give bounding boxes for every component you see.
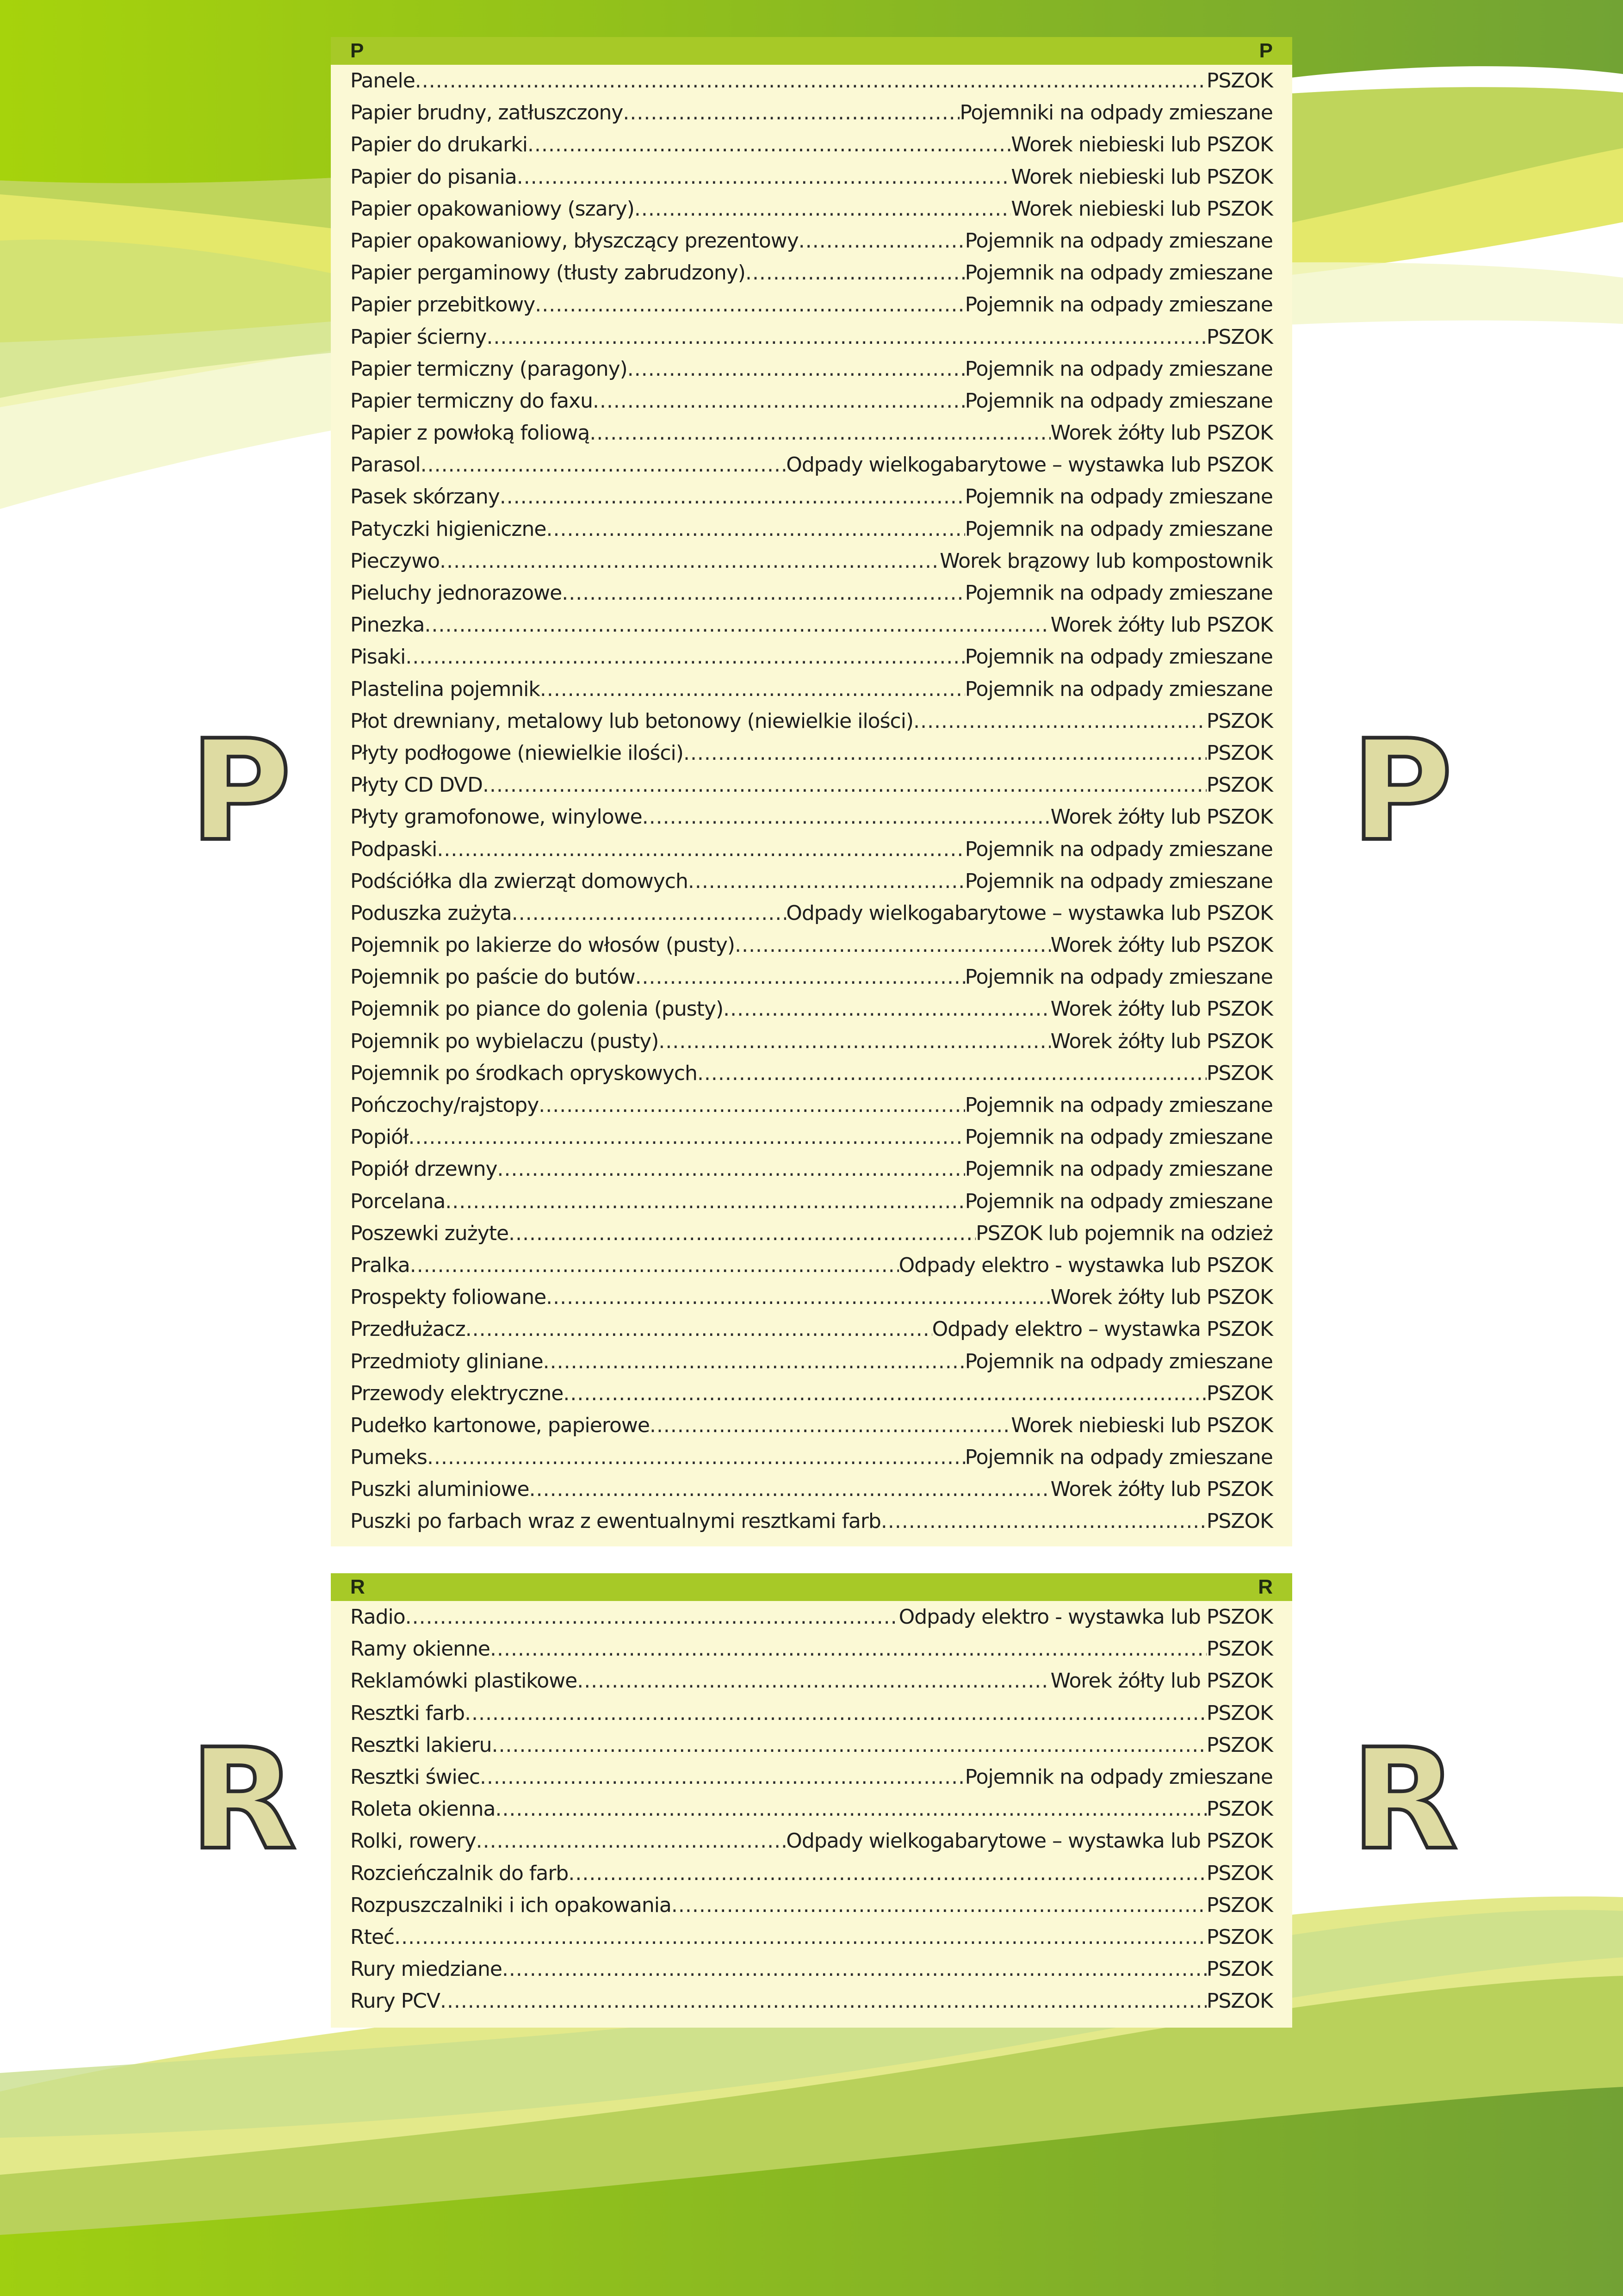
side-letter-p-left: P [190,710,291,872]
item-name: Reklamówki plastikowe [350,1669,577,1693]
item-destination: Odpady elektro - wystawka lub PSZOK [898,1253,1273,1277]
list-item [350,417,1273,449]
item-name: Radio [350,1605,405,1629]
item-name: Papier brudny, zatłuszczony [350,101,623,125]
dot-leader [512,897,786,929]
list-item [350,481,1273,513]
item-destination: Pojemnik na odpady zmieszane [965,1349,1273,1373]
header-letter-left: P [350,39,364,62]
list-item [350,289,1273,321]
item-name: Pudełko kartonowe, papierowe [350,1413,650,1437]
list-item [350,321,1273,353]
list-item [350,929,1273,961]
dot-leader [540,673,965,705]
item-name: Popiół [350,1125,409,1149]
item-destination: Pojemnik na odpady zmieszane [965,485,1273,509]
item-destination: Pojemnik na odpady zmieszane [965,517,1273,541]
item-destination: Worek żółty lub PSZOK [1050,613,1273,637]
item-destination: Worek żółty lub PSZOK [1050,805,1273,829]
dot-leader [415,65,1207,97]
item-name: Podpaski [350,837,437,861]
dot-leader [745,257,965,289]
item-destination: Worek żółty lub PSZOK [1050,421,1273,445]
item-name: Panele [350,69,415,93]
dot-leader [527,129,1011,161]
item-destination: Worek żółty lub PSZOK [1050,933,1273,957]
dot-leader [508,1217,976,1249]
item-name: Patyczki higieniczne [350,517,546,541]
item-name: Puszki po farbach wraz z ewentualnymi resztkami farb [350,1509,881,1533]
dot-leader [480,1761,965,1793]
item-destination: Odpady wielkogabarytowe – wystawka lub PSZOK [786,453,1273,477]
list-item [350,1346,1273,1378]
list-item [350,1985,1273,2017]
item-destination: Pojemnik na odpady zmieszane [965,1125,1273,1149]
item-destination: Pojemnik na odpady zmieszane [965,645,1273,669]
item-destination: Pojemnik na odpady zmieszane [965,837,1273,861]
item-name: Pisaki [350,645,406,669]
item-destination: Pojemnik na odpady zmieszane [965,965,1273,989]
item-destination: Pojemnik na odpady zmieszane [965,229,1273,253]
list-item [350,1089,1273,1121]
item-name: Płyty gramofonowe, winylowe [350,805,642,829]
item-name: Papier termiczny (paragony) [350,357,627,381]
dot-leader [688,865,965,897]
item-destination: PSZOK [1206,1989,1273,2013]
item-name: Papier do drukarki [350,133,528,157]
item-destination: Worek niebieski lub PSZOK [1011,165,1273,189]
dot-leader [486,321,1206,353]
list-item [350,1601,1273,1633]
header-letter-right: R [1258,1576,1273,1598]
item-destination: Worek brązowy lub kompostownik [940,549,1273,573]
item-name: Rury miedziane [350,1957,502,1981]
list-item [350,1697,1273,1729]
list-item [350,897,1273,929]
dot-leader [563,1378,1207,1409]
dot-leader [627,353,965,385]
item-destination: Odpady elektro – wystawka PSZOK [932,1317,1273,1341]
dot-leader [635,961,965,993]
list-item [350,97,1273,129]
list-item [350,193,1273,225]
item-destination: Pojemnik na odpady zmieszane [965,1189,1273,1213]
section-p [331,37,1292,1546]
item-name: Poszewki zużyte [350,1221,509,1245]
dot-leader [440,1985,1207,2017]
item-destination: Worek niebieski lub PSZOK [1011,197,1273,221]
dot-leader [562,577,965,609]
list-item [350,1793,1273,1825]
dot-leader [405,641,965,673]
dot-leader [735,929,1050,961]
list-item [350,993,1273,1025]
list-item [350,833,1273,865]
header-letter-left: R [350,1576,365,1598]
item-destination: PSZOK [1206,1061,1273,1085]
dot-leader [492,1729,1207,1761]
item-name: Prospekty foliowane [350,1285,546,1309]
list-item [350,449,1273,481]
item-destination: PSZOK [1206,1733,1273,1757]
items-list-p [331,65,1292,1538]
item-name: Rozpuszczalniki i ich opakowania [350,1893,671,1917]
item-destination: Pojemnik na odpady zmieszane [965,357,1273,381]
header-letter-right: P [1259,39,1273,62]
list-item [350,1953,1273,1985]
list-item [350,1729,1273,1761]
item-destination: Worek żółty lub PSZOK [1050,1477,1273,1502]
item-destination: Worek żółty lub PSZOK [1050,1029,1273,1053]
list-item [350,641,1273,673]
list-item [350,737,1273,769]
dot-leader [593,385,965,417]
dot-leader [437,833,965,865]
list-item [350,769,1273,801]
item-destination: Odpady wielkogabarytowe – wystawka lub PSZOK [786,901,1273,925]
item-name: Płot drewniany, metalowy lub betonowy (niewielkie ilości) [350,709,914,733]
list-item [350,1665,1273,1697]
list-item [350,961,1273,993]
dot-leader [881,1505,1207,1537]
item-name: Resztki lakieru [350,1733,492,1757]
list-item [350,1505,1273,1537]
item-destination: Pojemnik na odpady zmieszane [965,1093,1273,1117]
item-destination: Pojemnik na odpady zmieszane [965,677,1273,701]
item-name: Podściółka dla zwierząt domowych [350,869,688,893]
item-destination: Pojemnik na odpady zmieszane [965,1765,1273,1789]
item-name: Pieczywo [350,549,440,573]
item-destination: Pojemniki na odpady zmieszane [960,101,1273,125]
item-destination: PSZOK [1206,1925,1273,1949]
side-letter-r-right: R [1351,1719,1458,1880]
dot-leader [465,1697,1207,1729]
side-letter-r-left: R [190,1719,297,1880]
dot-leader [502,1953,1207,1985]
item-name: Rolki, rowery [350,1829,476,1853]
item-destination: Pojemnik na odpady zmieszane [965,389,1273,413]
item-name: Plastelina pojemnik [350,677,540,701]
item-destination: PSZOK [1206,1797,1273,1821]
list-item [350,1025,1273,1057]
side-letter-p-right: P [1351,710,1453,872]
list-item [350,1441,1273,1473]
item-destination: Worek żółty lub PSZOK [1050,1285,1273,1309]
item-name: Papier pergaminowy (tłusty zabrudzony) [350,261,745,285]
dot-leader [799,225,965,257]
list-item [350,385,1273,417]
item-name: Pieluchy jednorazowe [350,581,562,605]
item-name: Papier do pisania [350,165,517,189]
item-name: Pinezka [350,613,425,637]
item-name: Rteć [350,1925,395,1949]
list-item [350,1473,1273,1505]
dot-leader [476,1825,787,1857]
item-destination: PSZOK lub pojemnik na odzież [976,1221,1273,1245]
item-name: Przedmioty gliniane [350,1349,543,1373]
dot-leader [539,1089,965,1121]
dot-leader [405,1601,899,1633]
dot-leader [410,1249,899,1281]
items-list-r [331,1601,1292,2017]
item-destination: Odpady wielkogabarytowe – wystawka lub PSZOK [786,1829,1273,1853]
list-item [350,161,1273,193]
item-destination: Odpady elektro - wystawka lub PSZOK [898,1605,1273,1629]
section-header-p [331,37,1292,65]
list-item [350,865,1273,897]
dot-leader [529,1473,1051,1505]
dot-leader [697,1057,1207,1089]
item-name: Pasek skórzany [350,485,500,509]
list-item [350,1281,1273,1313]
dot-leader [427,1441,965,1473]
item-name: Porcelana [350,1189,446,1213]
list-item [350,609,1273,641]
item-destination: Pojemnik na odpady zmieszane [965,261,1273,285]
item-destination: PSZOK [1206,1381,1273,1405]
item-name: Pończochy/rajstopy [350,1093,539,1117]
dot-leader [425,609,1051,641]
list-item [350,1921,1273,1953]
item-name: Poduszka zużyta [350,901,512,925]
list-item [350,1217,1273,1249]
dot-leader [497,1153,965,1185]
dot-leader [589,417,1050,449]
item-name: Pumeks [350,1446,427,1470]
item-destination: Pojemnik na odpady zmieszane [965,1157,1273,1181]
dot-leader [650,1409,1011,1441]
item-name: Puszki aluminiowe [350,1477,529,1502]
dot-leader [535,289,965,321]
list-item [350,545,1273,577]
dot-leader [546,1281,1050,1313]
item-name: Papier z powłoką foliową [350,421,590,445]
item-destination: PSZOK [1206,741,1273,765]
dot-leader [683,737,1207,769]
list-item [350,1185,1273,1217]
item-destination: PSZOK [1206,1893,1273,1917]
item-name: Resztki farb [350,1701,465,1725]
dot-leader [658,1025,1050,1057]
item-destination: Pojemnik na odpady zmieszane [965,1446,1273,1470]
dot-leader [483,769,1207,801]
item-name: Rury PCV [350,1989,440,2013]
item-destination: PSZOK [1206,773,1273,797]
item-name: Papier termiczny do faxu [350,389,593,413]
list-item [350,1057,1273,1089]
item-destination: PSZOK [1206,1637,1273,1661]
list-item [350,65,1273,97]
item-destination: Worek niebieski lub PSZOK [1011,1413,1273,1437]
dot-leader [546,513,965,545]
dot-leader [445,1185,965,1217]
item-name: Pojemnik po paście do butów [350,965,635,989]
list-item [350,353,1273,385]
item-name: Pojemnik po lakierze do włosów (pusty) [350,933,735,957]
item-destination: Worek żółty lub PSZOK [1050,997,1273,1021]
section-r [331,1573,1292,2028]
dot-leader [500,481,965,513]
dot-leader [634,193,1011,225]
section-header-r [331,1573,1292,1601]
dot-leader [642,801,1051,833]
dot-leader [495,1793,1206,1825]
list-item [350,513,1273,545]
list-item [350,673,1273,705]
dot-leader [490,1633,1207,1665]
dot-leader [421,449,787,481]
item-destination: PSZOK [1206,1701,1273,1725]
item-name: Pralka [350,1253,410,1277]
item-name: Przedłużacz [350,1317,465,1341]
item-name: Papier opakowaniowy, błyszczący prezentowy [350,229,799,253]
item-destination: Pojemnik na odpady zmieszane [965,293,1273,317]
list-item [350,801,1273,833]
dot-leader [623,97,960,129]
list-item [350,705,1273,737]
dot-leader [517,161,1011,193]
list-item [350,225,1273,257]
item-destination: Worek żółty lub PSZOK [1050,1669,1273,1693]
item-name: Ramy okienne [350,1637,490,1661]
item-name: Papier przebitkowy [350,293,535,317]
item-destination: PSZOK [1206,1509,1273,1533]
dot-leader [440,545,940,577]
item-destination: PSZOK [1206,1957,1273,1981]
dot-leader [723,993,1050,1025]
item-name: Resztki świec [350,1765,480,1789]
dot-leader [394,1921,1207,1953]
item-destination: Pojemnik na odpady zmieszane [965,869,1273,893]
item-name: Roleta okienna [350,1797,496,1821]
item-name: Papier ścierny [350,325,487,349]
item-name: Pojemnik po piance do golenia (pusty) [350,997,724,1021]
item-name: Papier opakowaniowy (szary) [350,197,634,221]
list-item [350,1825,1273,1857]
list-item [350,129,1273,161]
item-destination: PSZOK [1206,325,1273,349]
item-destination: Pojemnik na odpady zmieszane [965,581,1273,605]
item-name: Popiół drzewny [350,1157,497,1181]
list-item [350,1889,1273,1921]
item-name: Płyty podłogowe (niewielkie ilości) [350,741,683,765]
dot-leader [913,705,1207,737]
item-destination: PSZOK [1206,709,1273,733]
item-name: Rozcieńczalnik do farb [350,1861,569,1885]
list-item [350,1761,1273,1793]
list-item [350,1121,1273,1153]
item-name: Płyty CD DVD [350,773,483,797]
list-item [350,1249,1273,1281]
dot-leader [568,1857,1207,1889]
dot-leader [408,1121,965,1153]
list-item [350,1378,1273,1409]
item-name: Przewody elektryczne [350,1381,564,1405]
item-name: Pojemnik po środkach opryskowych [350,1061,697,1085]
item-name: Parasol [350,453,421,477]
list-item [350,577,1273,609]
list-item [350,1153,1273,1185]
list-item [350,257,1273,289]
dot-leader [465,1313,932,1345]
list-item [350,1633,1273,1665]
dot-leader [671,1889,1207,1921]
list-item [350,1409,1273,1441]
item-destination: PSZOK [1206,1861,1273,1885]
item-destination: PSZOK [1206,69,1273,93]
list-item [350,1857,1273,1889]
item-destination: Worek niebieski lub PSZOK [1011,133,1273,157]
list-item [350,1313,1273,1345]
dot-leader [543,1346,965,1378]
dot-leader [577,1665,1050,1697]
item-name: Pojemnik po wybielaczu (pusty) [350,1029,659,1053]
